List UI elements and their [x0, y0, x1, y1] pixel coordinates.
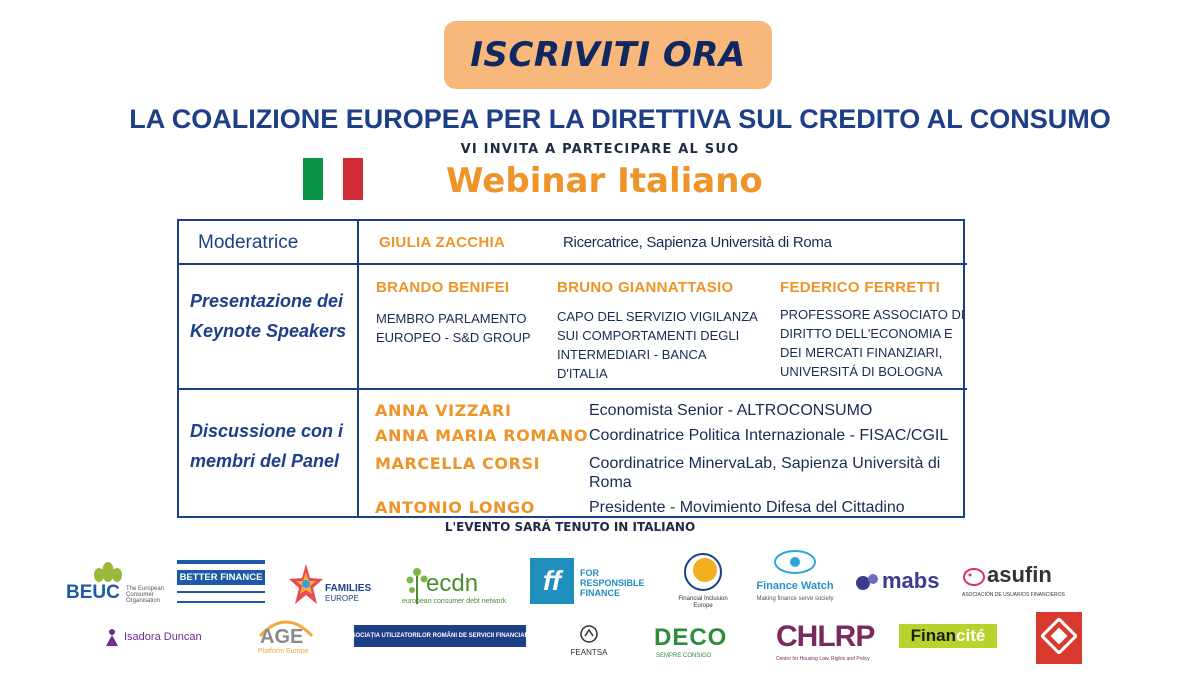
table-divider — [177, 388, 967, 390]
event-name: Webinar Italiano — [446, 161, 763, 201]
panel-member-name: ANNA VIZZARI — [375, 401, 512, 420]
invite-subtitle: VI INVITA A PARTECIPARE AL SUO — [460, 142, 740, 157]
table-divider — [177, 263, 967, 265]
panel-label: Discussione con i membri del Panel — [190, 421, 344, 471]
fie-logo: Financial Inclusion Europe — [672, 552, 734, 612]
moderator-label: Moderatrice — [198, 232, 299, 253]
deco-logo: DECO SEMPRE CONSIGO — [654, 624, 728, 659]
moderator-name: GIULIA ZACCHIA — [379, 234, 506, 251]
beuc-logo: BEUC The European Consumer Organisation — [66, 560, 166, 606]
panel-member-role: Presidente - Movimiento Difesa del Cittadino — [589, 499, 905, 516]
panel-member-name: ANTONIO LONGO — [375, 498, 535, 517]
star-icon — [288, 562, 324, 606]
ecdn-logo: ecdn european consumer debt network — [402, 560, 520, 606]
speaker-name: FEDERICO FERRETTI — [780, 279, 941, 296]
coalition-title: LA COALIZIONE EUROPEA PER LA DIRETTIVA SUL CREDITO AL CONSUMO — [129, 104, 1111, 134]
isadora-duncan-logo: Isadora Duncan — [104, 626, 196, 650]
piggy-bank-icon — [962, 564, 986, 588]
financite-logo: Finan cité — [899, 624, 997, 648]
coface-logo: FAMILIES EUROPE — [288, 560, 370, 606]
panel-member-role: Economista Senior - ALTROCONSUMO — [589, 402, 873, 419]
asufin-logo: asufin ASOCIACIÓN DE USUARIOS FINANCIEROS — [962, 562, 1065, 598]
square-emblem-icon — [1041, 618, 1077, 654]
auro-logo: ASOCIAȚIA UTILIZATORILOR ROMÂNI DE SERVICII FINANCIARE — [354, 625, 526, 647]
house-icon — [579, 624, 599, 644]
register-now-button[interactable]: ISCRIVITI ORA — [444, 21, 772, 89]
age-platform-logo: AGE Platform Europe — [254, 614, 318, 658]
panel-member-name: MARCELLA CORSI — [375, 454, 541, 473]
panel-member-name: ANNA MARIA ROMANO — [375, 426, 589, 445]
better-finance-logo: BETTER FINANCE — [177, 560, 265, 606]
feantsa-logo: FEANTSA — [565, 624, 613, 660]
speaker-role: MEMBRO PARLAMENTO EUROPEO - S&D GROUP — [376, 311, 531, 345]
speaker-name: BRANDO BENIFEI — [376, 279, 510, 296]
fff-logo: ff FOR RESPONSIBLE FINANCE — [530, 558, 646, 606]
bubbles-icon — [854, 570, 880, 596]
appui-logo — [1036, 612, 1082, 664]
panel-member-role: Coordinatrice Politica Internazionale - FISAC/CGIL — [589, 427, 949, 444]
moderator-role: Ricercatrice, Sapienza Università di Roma — [563, 234, 832, 251]
italian-flag-icon — [303, 158, 363, 200]
speaker-name: BRUNO GIANNATTASIO — [557, 279, 734, 296]
chlrp-logo: CHLRP Centre for Housing Law, Rights and Policy — [776, 620, 875, 662]
figure-icon — [104, 628, 120, 648]
speaker-role: PROFESSORE ASSOCIATO DI DIRITTO DELL'ECONOMIA E DEI MERCATI FINANZIARI, UNIVERSITÁ DI BOLOGNA — [780, 307, 965, 379]
keynote-label: Presentazione dei Keynote Speakers — [190, 291, 347, 341]
language-note: L'EVENTO SARÁ TENUTO IN ITALIANO — [444, 520, 696, 534]
eye-icon — [773, 548, 817, 576]
panel-member-role: Coordinatrice MinervaLab, Sapienza Università di Roma — [589, 455, 941, 491]
table-column-divider — [357, 219, 359, 518]
leaf-icon — [90, 560, 126, 582]
circle-emblem-icon — [683, 552, 723, 592]
fff-mark-icon: ff — [530, 558, 574, 604]
finance-watch-logo: Finance Watch Making finance serve society — [750, 548, 840, 610]
mabs-logo: mabs — [854, 566, 946, 600]
speaker-role: CAPO DEL SERVIZIO VIGILANZA SUI COMPORTAMENTI DEGLI INTERMEDIARI - BANCA D'ITALIA — [557, 309, 758, 381]
